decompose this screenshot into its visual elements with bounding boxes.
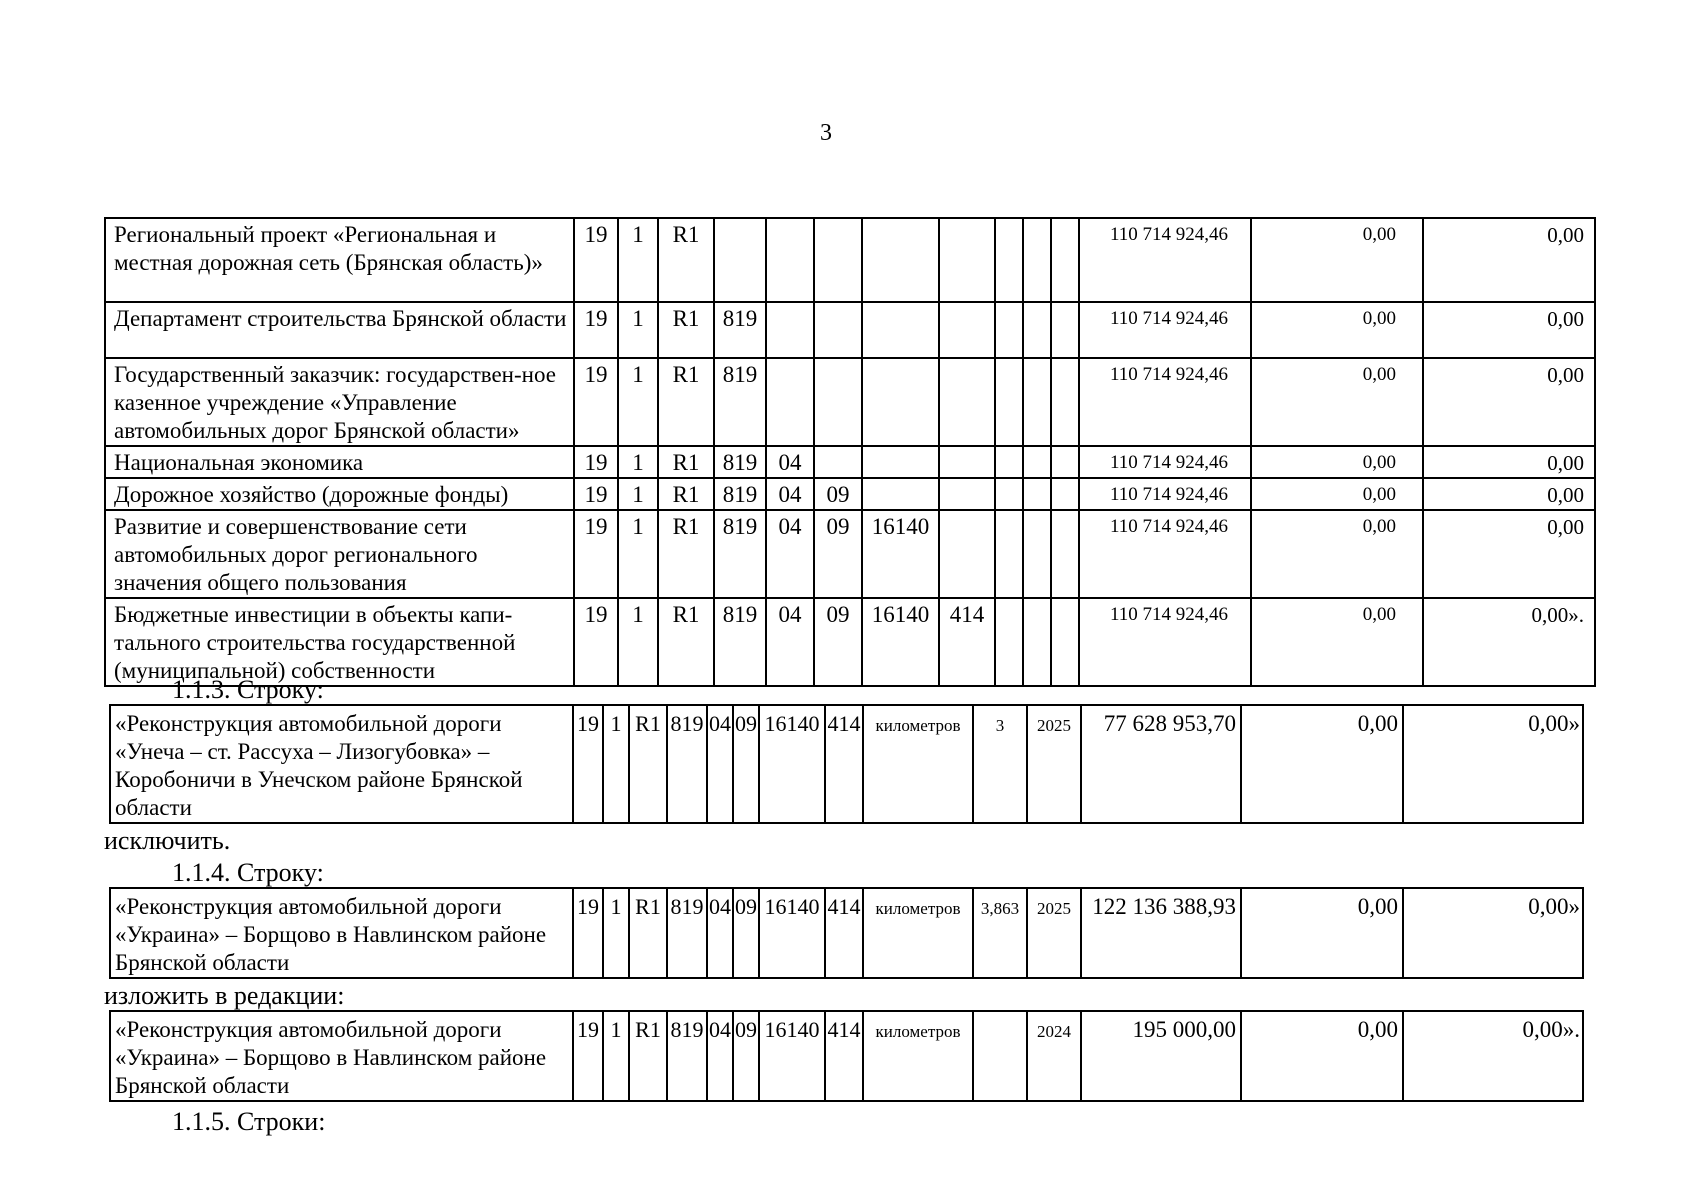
row-name: Региональный проект «Региональная и местная дорожная сеть (Брянская область)» bbox=[105, 218, 574, 302]
code-cell bbox=[995, 302, 1023, 358]
value-cell: 0,00 bbox=[1423, 446, 1595, 478]
row-name: «Реконструкция автомобильной дороги «Украина» – Борщово в Навлинском районе Брянской области bbox=[110, 1011, 573, 1101]
value-cell: 0,00 bbox=[1251, 218, 1423, 302]
code-cell: 19 bbox=[574, 446, 618, 478]
amount-cell: 110 714 924,46 bbox=[1079, 478, 1251, 510]
code-cell bbox=[939, 478, 995, 510]
amendment-row-new bbox=[109, 1010, 1584, 1102]
code-cell bbox=[939, 446, 995, 478]
code-cell bbox=[814, 446, 862, 478]
row-name: Дорожное хозяйство (дорожные фонды) bbox=[105, 478, 574, 510]
restate-text: изложить в редакции: bbox=[104, 981, 345, 1010]
code-cell bbox=[1023, 358, 1051, 446]
code-cell: 04 bbox=[766, 598, 814, 686]
code-cell bbox=[1051, 302, 1079, 358]
year-cell: 2024 bbox=[1027, 1011, 1081, 1101]
table-row bbox=[105, 218, 1595, 302]
unit-cell: километров bbox=[863, 1011, 973, 1101]
code-cell: 819 bbox=[714, 446, 766, 478]
value-cell: 0,00 bbox=[1251, 510, 1423, 598]
amount-cell: 195 000,00 bbox=[1081, 1011, 1241, 1101]
code-cell: 19 bbox=[574, 218, 618, 302]
section-heading: 1.1.4. Строку: bbox=[172, 858, 324, 887]
code-cell: 1 bbox=[618, 598, 658, 686]
value-cell: 0,00 bbox=[1423, 478, 1595, 510]
code-cell: 19 bbox=[574, 358, 618, 446]
code-cell bbox=[1023, 446, 1051, 478]
year-cell: 2025 bbox=[1027, 888, 1081, 978]
code-cell bbox=[862, 478, 939, 510]
code-cell bbox=[1051, 598, 1079, 686]
code-cell: R1 bbox=[629, 888, 667, 978]
code-cell: 1 bbox=[618, 446, 658, 478]
amount-cell: 110 714 924,46 bbox=[1079, 510, 1251, 598]
code-cell bbox=[862, 218, 939, 302]
code-cell: R1 bbox=[658, 598, 714, 686]
code-cell bbox=[862, 358, 939, 446]
value-cell: 0,00» bbox=[1403, 888, 1583, 978]
table-row bbox=[110, 705, 1583, 823]
code-cell bbox=[766, 218, 814, 302]
amendment-row-114 bbox=[109, 887, 1584, 979]
value-cell: 0,00 bbox=[1423, 302, 1595, 358]
code-cell: 1 bbox=[603, 888, 629, 978]
amount-cell: 77 628 953,70 bbox=[1081, 705, 1241, 823]
code-cell bbox=[862, 302, 939, 358]
code-cell: 04 bbox=[766, 510, 814, 598]
value-cell: 0,00 bbox=[1251, 446, 1423, 478]
code-cell: 1 bbox=[618, 302, 658, 358]
code-cell: 09 bbox=[814, 478, 862, 510]
code-cell bbox=[714, 218, 766, 302]
amount-cell: 110 714 924,46 bbox=[1079, 358, 1251, 446]
value-cell: 0,00 bbox=[1423, 358, 1595, 446]
code-cell bbox=[939, 358, 995, 446]
code-cell: 1 bbox=[618, 510, 658, 598]
code-cell: R1 bbox=[658, 302, 714, 358]
code-cell bbox=[1023, 218, 1051, 302]
code-cell: 1 bbox=[618, 478, 658, 510]
code-cell: 09 bbox=[733, 705, 759, 823]
code-cell: 04 bbox=[766, 446, 814, 478]
value-cell: 0,00». bbox=[1423, 598, 1595, 686]
code-cell bbox=[814, 302, 862, 358]
code-cell: 19 bbox=[573, 705, 603, 823]
amendment-row-113 bbox=[109, 704, 1584, 824]
code-cell: R1 bbox=[658, 510, 714, 598]
value-cell: 0,00 bbox=[1251, 358, 1423, 446]
value-cell: 0,00» bbox=[1403, 705, 1583, 823]
code-cell bbox=[1051, 478, 1079, 510]
code-cell: 16140 bbox=[862, 598, 939, 686]
table-row bbox=[105, 358, 1595, 446]
code-cell: 09 bbox=[814, 510, 862, 598]
code-cell: 19 bbox=[574, 598, 618, 686]
code-cell bbox=[1051, 510, 1079, 598]
code-cell bbox=[862, 446, 939, 478]
code-cell bbox=[1023, 510, 1051, 598]
code-cell: 19 bbox=[573, 1011, 603, 1101]
value-cell: 0,00 bbox=[1241, 888, 1403, 978]
qty-cell bbox=[973, 1011, 1027, 1101]
code-cell: 1 bbox=[603, 1011, 629, 1101]
year-cell: 2025 bbox=[1027, 705, 1081, 823]
amount-cell: 110 714 924,46 bbox=[1079, 302, 1251, 358]
table-row bbox=[105, 598, 1595, 686]
code-cell bbox=[995, 510, 1023, 598]
unit-cell: километров bbox=[863, 888, 973, 978]
table-row bbox=[105, 302, 1595, 358]
amount-cell: 110 714 924,46 bbox=[1079, 598, 1251, 686]
code-cell bbox=[1023, 598, 1051, 686]
code-cell: 19 bbox=[574, 478, 618, 510]
table-row bbox=[105, 446, 1595, 478]
code-cell: 09 bbox=[733, 888, 759, 978]
amount-cell: 110 714 924,46 bbox=[1079, 218, 1251, 302]
qty-cell: 3,863 bbox=[973, 888, 1027, 978]
row-name: Бюджетные инвестиции в объекты капи-тального строительства государственной (муниципальной) собственности bbox=[105, 598, 574, 686]
section-heading: 1.1.5. Строки: bbox=[172, 1107, 326, 1136]
code-cell bbox=[1023, 478, 1051, 510]
table-row bbox=[105, 478, 1595, 510]
value-cell: 0,00 bbox=[1423, 510, 1595, 598]
code-cell bbox=[995, 446, 1023, 478]
amount-cell: 122 136 388,93 bbox=[1081, 888, 1241, 978]
amount-cell: 110 714 924,46 bbox=[1079, 446, 1251, 478]
row-name: Департамент строительства Брянской области bbox=[105, 302, 574, 358]
code-cell: 04 bbox=[707, 888, 733, 978]
code-cell: 1 bbox=[603, 705, 629, 823]
code-cell bbox=[995, 478, 1023, 510]
code-cell bbox=[1023, 302, 1051, 358]
code-cell: 819 bbox=[667, 705, 707, 823]
code-cell: R1 bbox=[629, 1011, 667, 1101]
value-cell: 0,00 bbox=[1251, 478, 1423, 510]
code-cell: R1 bbox=[658, 478, 714, 510]
code-cell: R1 bbox=[658, 218, 714, 302]
row-name: «Реконструкция автомобильной дороги «Унеча – ст. Рассуха – Лизогубовка» – Коробоничи в Унечском районе Брянской области bbox=[110, 705, 573, 823]
code-cell: 819 bbox=[714, 510, 766, 598]
code-cell: 16140 bbox=[759, 1011, 825, 1101]
code-cell: 414 bbox=[825, 888, 863, 978]
code-cell: 1 bbox=[618, 358, 658, 446]
code-cell bbox=[939, 302, 995, 358]
code-cell: R1 bbox=[658, 358, 714, 446]
table-row bbox=[110, 888, 1583, 978]
code-cell: 819 bbox=[714, 302, 766, 358]
code-cell: 04 bbox=[707, 705, 733, 823]
code-cell: R1 bbox=[658, 446, 714, 478]
code-cell bbox=[1051, 358, 1079, 446]
code-cell: 19 bbox=[573, 888, 603, 978]
code-cell: 19 bbox=[574, 302, 618, 358]
value-cell: 0,00 bbox=[1241, 705, 1403, 823]
code-cell bbox=[814, 218, 862, 302]
section-heading: 1.1.3. Строку: bbox=[172, 675, 324, 704]
code-cell bbox=[814, 358, 862, 446]
row-name: «Реконструкция автомобильной дороги «Украина» – Борщово в Навлинском районе Брянской области bbox=[110, 888, 573, 978]
value-cell: 0,00». bbox=[1403, 1011, 1583, 1101]
code-cell: 819 bbox=[714, 358, 766, 446]
row-name: Развитие и совершенствование сети автомобильных дорог регионального значения общего пользования bbox=[105, 510, 574, 598]
code-cell: 819 bbox=[714, 598, 766, 686]
code-cell: 819 bbox=[667, 888, 707, 978]
code-cell: 819 bbox=[667, 1011, 707, 1101]
value-cell: 0,00 bbox=[1423, 218, 1595, 302]
code-cell bbox=[995, 218, 1023, 302]
code-cell: 16140 bbox=[862, 510, 939, 598]
value-cell: 0,00 bbox=[1241, 1011, 1403, 1101]
code-cell: 19 bbox=[574, 510, 618, 598]
row-name: Национальная экономика bbox=[105, 446, 574, 478]
code-cell bbox=[1051, 446, 1079, 478]
code-cell: 09 bbox=[814, 598, 862, 686]
code-cell bbox=[995, 358, 1023, 446]
code-cell bbox=[939, 218, 995, 302]
code-cell: 04 bbox=[766, 478, 814, 510]
row-name: Государственный заказчик: государствен-ное казенное учреждение «Управление автомобильных дорог Брянской области» bbox=[105, 358, 574, 446]
code-cell: 414 bbox=[825, 1011, 863, 1101]
code-cell: 414 bbox=[939, 598, 995, 686]
code-cell: 04 bbox=[707, 1011, 733, 1101]
code-cell: 1 bbox=[618, 218, 658, 302]
value-cell: 0,00 bbox=[1251, 598, 1423, 686]
code-cell: R1 bbox=[629, 705, 667, 823]
qty-cell: 3 bbox=[973, 705, 1027, 823]
code-cell: 414 bbox=[825, 705, 863, 823]
budget-table bbox=[104, 217, 1596, 687]
table-row bbox=[105, 510, 1595, 598]
code-cell bbox=[939, 510, 995, 598]
exclude-text: исключить. bbox=[104, 826, 231, 855]
code-cell: 819 bbox=[714, 478, 766, 510]
code-cell: 16140 bbox=[759, 705, 825, 823]
code-cell bbox=[995, 598, 1023, 686]
code-cell: 16140 bbox=[759, 888, 825, 978]
page-number: 3 bbox=[820, 120, 832, 146]
unit-cell: километров bbox=[863, 705, 973, 823]
code-cell bbox=[766, 302, 814, 358]
code-cell: 09 bbox=[733, 1011, 759, 1101]
table-row bbox=[110, 1011, 1583, 1101]
code-cell bbox=[766, 358, 814, 446]
code-cell bbox=[1051, 218, 1079, 302]
value-cell: 0,00 bbox=[1251, 302, 1423, 358]
